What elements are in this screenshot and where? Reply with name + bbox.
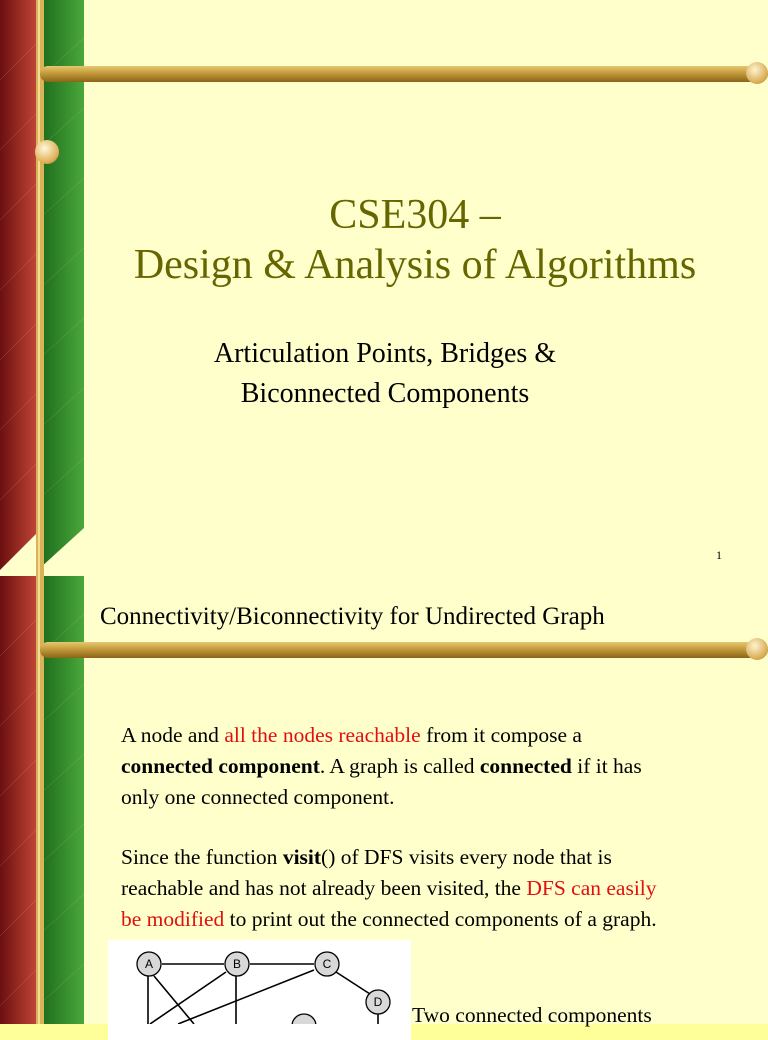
paragraph-connected-component: A node and all the nodes reachable from it compose a connected component. A graph is called connected if it has only one connected component. (121, 723, 642, 809)
node-d (366, 990, 390, 1014)
edge-c-down-left (178, 970, 314, 1024)
highlight-dfs: DFS can easily (526, 876, 657, 900)
svg-text:C: C (322, 957, 332, 971)
top-divider-bar (40, 66, 768, 82)
subtitle-line-2: Biconnected Components (240, 378, 530, 409)
paragraph-dfs: Since the function visit() of DFS visits every node that is reachable and has not already been visited, the DFS can easily be modified to print out the connected components of a graph. (121, 845, 657, 931)
graph-caption: Two connected components (412, 1003, 652, 1027)
term-visit: visit (282, 845, 322, 869)
node-partial (292, 1014, 316, 1024)
node-a (137, 952, 161, 976)
slide-2-title: Connectivity/Biconnectivity for Undirected Graph (100, 603, 605, 630)
svg-text:D: D (373, 995, 383, 1009)
bar-end-cap (746, 638, 768, 660)
slide-title (70, 190, 760, 290)
page-number: 1 (716, 548, 722, 562)
slide-subtitle (70, 334, 700, 414)
highlight-reachable: all the nodes reachable (224, 723, 421, 747)
svg-text:B: B (232, 957, 242, 971)
top-divider-bar (40, 642, 768, 658)
node-b (225, 952, 249, 976)
svg-text:A: A (144, 957, 154, 971)
bar-end-cap (746, 62, 768, 84)
ribbon-knob (35, 140, 59, 164)
highlight-modified: be modified (121, 907, 225, 931)
term-connected: connected (479, 754, 572, 778)
node-c (315, 952, 339, 976)
title-line-1: CSE304 – (329, 192, 501, 238)
subtitle-line-1: Articulation Points, Bridges & (213, 338, 557, 369)
edge-c-d (336, 972, 370, 994)
graph-figure (108, 940, 411, 1040)
term-connected-component: connected component (121, 754, 320, 778)
graph-edges (148, 964, 378, 1024)
title-line-2: Design & Analysis of Algorithms (133, 242, 697, 288)
graph-svg (108, 940, 411, 1024)
